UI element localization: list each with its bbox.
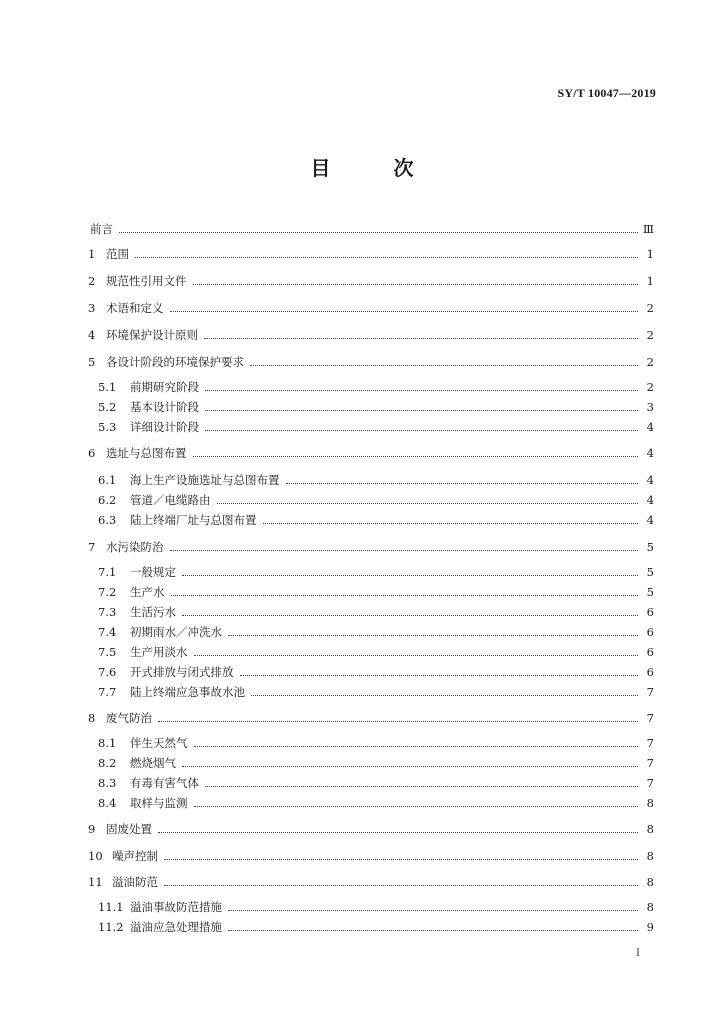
toc-entry-number: 11.1: [98, 900, 124, 914]
toc-entry[interactable]: [98, 734, 654, 750]
toc-entry-page: 1: [646, 247, 654, 261]
toc-entry-number: 8.1: [98, 736, 117, 750]
toc-entry-page: 1: [646, 274, 654, 288]
toc-entry-number: 8.2: [98, 756, 117, 770]
toc-leader-dots: [205, 410, 638, 411]
toc-leader-dots: [194, 806, 639, 807]
toc-entry-page: 2: [646, 301, 654, 315]
toc-leader-dots: [171, 595, 639, 596]
toc-entry-page: 3: [646, 400, 654, 414]
toc-entry[interactable]: [88, 220, 654, 236]
toc-leader-dots: [170, 311, 639, 312]
toc-entry-label: 范围: [106, 247, 129, 261]
toc-entry-page: 8: [646, 822, 654, 836]
toc-entry-number: 5.2: [98, 400, 117, 414]
toc-entry-number: 5: [88, 355, 96, 369]
toc-entry-number: 5.3: [98, 420, 117, 434]
toc-leader-dots: [217, 503, 639, 504]
toc-entry[interactable]: [88, 538, 654, 554]
toc-entry[interactable]: [98, 583, 654, 599]
toc-entry-label: 一般规定: [130, 565, 176, 579]
toc-entry-label: 前言: [90, 222, 113, 236]
toc-entry-page: 7: [646, 711, 654, 725]
toc-entry[interactable]: [88, 709, 654, 725]
toc-entry-number: 8.4: [98, 796, 117, 810]
toc-entry[interactable]: [98, 754, 654, 770]
toc-entry[interactable]: [98, 511, 654, 527]
toc-entry-page: 2: [646, 355, 654, 369]
toc-entry-number: 7.3: [98, 605, 117, 619]
toc-leader-dots: [240, 675, 639, 676]
toc-leader-dots: [205, 390, 638, 391]
toc-entry[interactable]: [88, 353, 654, 369]
toc-entry-number: 4: [88, 328, 96, 342]
toc-entry[interactable]: [88, 444, 654, 460]
toc-entry-label: 详细设计阶段: [130, 420, 199, 434]
toc-leader-dots: [194, 746, 639, 747]
toc-entry-page: 8: [646, 875, 654, 889]
toc-entry-label: 初期雨水／冲洗水: [130, 625, 222, 639]
toc-entry[interactable]: [98, 398, 654, 414]
toc-entry-label: 开式排放与闭式排放: [130, 665, 234, 679]
toc-leader-dots: [251, 695, 638, 696]
toc-entry-number: 3: [88, 301, 96, 315]
toc-leader-dots: [182, 615, 638, 616]
toc-entry-number: 7.1: [98, 565, 117, 579]
toc-entry-label: 生产用淡水: [130, 645, 188, 659]
toc-entry-page: 7: [646, 736, 654, 750]
toc-entry-page: 9: [646, 920, 654, 934]
toc-entry[interactable]: [88, 245, 654, 261]
toc-entry-label: 陆上终端应急事故水池: [130, 685, 245, 699]
toc-entry[interactable]: [98, 603, 654, 619]
toc-entry-label: 前期研究阶段: [130, 380, 199, 394]
toc-entry[interactable]: [88, 272, 654, 288]
toc-entry-number: 7: [88, 540, 96, 554]
toc-leader-dots: [193, 456, 639, 457]
toc-entry-page: 5: [646, 540, 654, 554]
toc-entry-number: 6.3: [98, 513, 117, 527]
toc-leader-dots: [228, 910, 638, 911]
toc-entry[interactable]: [98, 898, 654, 914]
toc-entry-label: 各设计阶段的环境保护要求: [106, 355, 244, 369]
toc-entry-page: 8: [646, 900, 654, 914]
toc-entry-number: 2: [88, 274, 96, 288]
toc-entry[interactable]: [98, 563, 654, 579]
toc-entry-number: 7.7: [98, 685, 117, 699]
toc-leader-dots: [205, 430, 638, 431]
toc-entry-number: 7.2: [98, 585, 117, 599]
toc-leader-dots: [170, 550, 639, 551]
toc-leader-dots: [158, 721, 638, 722]
toc-entry-number: 5.1: [98, 380, 117, 394]
toc-entry-number: 8: [88, 711, 96, 725]
toc-entry-label: 陆上终端厂址与总图布置: [130, 513, 257, 527]
toc-leader-dots: [164, 859, 638, 860]
page-number: I: [636, 948, 640, 959]
toc-leader-dots: [228, 930, 638, 931]
toc-leader-dots: [205, 786, 638, 787]
toc-entry-number: 1: [88, 247, 96, 261]
toc-leader-dots: [193, 284, 639, 285]
toc-entry-label: 有毒有害气体: [130, 776, 199, 790]
toc-entry[interactable]: [88, 326, 654, 342]
toc-leader-dots: [182, 766, 638, 767]
toc-entry-number: 6.1: [98, 473, 117, 487]
toc-entry-page: 4: [646, 420, 654, 434]
toc-entry-page: 4: [646, 493, 654, 507]
toc-entry[interactable]: [98, 794, 654, 810]
toc-leader-dots: [182, 575, 638, 576]
toc-entry-number: 8.3: [98, 776, 117, 790]
toc-entry[interactable]: [98, 774, 654, 790]
toc-entry[interactable]: [88, 847, 654, 863]
toc-entry-number: 10: [88, 849, 103, 863]
toc-leader-dots: [286, 483, 639, 484]
toc-entry-number: 6.2: [98, 493, 117, 507]
toc-leader-dots: [228, 635, 638, 636]
toc-leader-dots: [250, 365, 638, 366]
toc-entry-page: 4: [646, 446, 654, 460]
toc-entry-number: 7.5: [98, 645, 117, 659]
toc-entry-number: 6: [88, 446, 96, 460]
toc-entry-label: 生活污水: [130, 605, 176, 619]
toc-entry-page: Ⅲ: [642, 222, 654, 236]
toc-entry-page: 7: [646, 685, 654, 699]
toc-entry-label: 溢油应急处理措施: [130, 920, 222, 934]
toc-entry[interactable]: [98, 918, 654, 934]
toc-entry-page: 2: [646, 328, 654, 342]
toc-entry[interactable]: [98, 623, 654, 639]
toc-entry-page: 7: [646, 776, 654, 790]
toc-leader-dots: [164, 885, 638, 886]
page-title: 目 次: [310, 156, 442, 180]
toc-entry-page: 8: [646, 796, 654, 810]
toc-entry-label: 选址与总图布置: [106, 446, 187, 460]
toc-entry-label: 规范性引用文件: [106, 274, 187, 288]
toc-entry-label: 取样与监测: [130, 796, 188, 810]
toc-entry-page: 8: [646, 849, 654, 863]
toc-entry-label: 废气防治: [106, 711, 152, 725]
toc-entry-label: 术语和定义: [106, 301, 164, 315]
toc-entry-label: 环境保护设计原则: [106, 328, 198, 342]
toc-entry[interactable]: [98, 491, 654, 507]
toc-entry-page: 5: [646, 585, 654, 599]
toc-entry-label: 伴生天然气: [130, 736, 188, 750]
toc-entry-page: 5: [646, 565, 654, 579]
toc-entry-number: 9: [88, 822, 96, 836]
toc-entry-number: 11.2: [98, 920, 124, 934]
toc-entry[interactable]: [98, 418, 654, 434]
toc-entry[interactable]: [98, 471, 654, 487]
toc-entry-label: 海上生产设施选址与总图布置: [130, 473, 280, 487]
toc-entry[interactable]: [98, 663, 654, 679]
toc-leader-dots: [135, 257, 638, 258]
toc-entry-label: 溢油防范: [112, 875, 158, 889]
toc-entry[interactable]: [98, 643, 654, 659]
standard-code: SY/T 10047—2019: [557, 86, 656, 100]
toc-leader-dots: [158, 832, 638, 833]
toc-entry[interactable]: [88, 820, 654, 836]
toc-entry[interactable]: [88, 299, 654, 315]
toc-entry-number: 7.6: [98, 665, 117, 679]
toc-leader-dots: [119, 232, 638, 233]
toc-leader-dots: [263, 523, 639, 524]
toc-entry-page: 4: [646, 513, 654, 527]
toc-entry-page: 7: [646, 756, 654, 770]
toc-entry-page: 6: [646, 645, 654, 659]
toc-entry-page: 4: [646, 473, 654, 487]
toc-entry-label: 水污染防治: [106, 540, 164, 554]
toc-entry-label: 固废处置: [106, 822, 152, 836]
toc-entry-label: 燃烧烟气: [130, 756, 176, 770]
toc-leader-dots: [204, 338, 638, 339]
toc-entry-page: 6: [646, 605, 654, 619]
toc-entry-label: 基本设计阶段: [130, 400, 199, 414]
toc-entry[interactable]: [98, 378, 654, 394]
toc-entry-page: 6: [646, 665, 654, 679]
toc-entry-number: 11: [88, 875, 103, 889]
toc-entry-page: 2: [646, 380, 654, 394]
toc-leader-dots: [194, 655, 639, 656]
toc-entry-label: 噪声控制: [112, 849, 158, 863]
toc-entry[interactable]: [88, 873, 654, 889]
toc-entry-page: 6: [646, 625, 654, 639]
toc-entry[interactable]: [98, 683, 654, 699]
toc-entry-label: 管道／电缆路由: [130, 493, 211, 507]
toc-entry-label: 生产水: [130, 585, 165, 599]
toc-entry-label: 溢油事故防范措施: [130, 900, 222, 914]
toc-entry-number: 7.4: [98, 625, 117, 639]
